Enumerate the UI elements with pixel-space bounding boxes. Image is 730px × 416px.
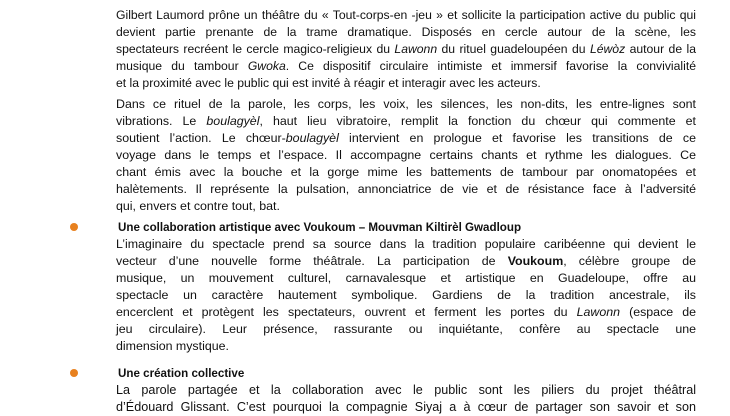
text-line: Dans ce rituel de la parole, les corps, les voix, les silences, les non-dits, les entre-lignes sont <box>116 97 696 111</box>
section-heading-collaboration <box>70 219 521 235</box>
section-heading-collective <box>70 365 244 381</box>
text-line: et la proximité avec le public qui est invité à réagir et interagir avec les acteurs. <box>116 76 541 90</box>
text-line: qui, envers et contre tout, bat. <box>116 199 280 213</box>
text-line: musique du tambour Gwoka. Ce dispositif circulaire intimiste et immersif favorise la convivialité <box>116 59 696 73</box>
section-title: Une collaboration artistique avec Voukoum – Mouvman Kiltirèl Gwadloup <box>118 220 522 234</box>
text-line: dimension mystique. <box>116 339 229 353</box>
paragraph-collective <box>116 382 696 416</box>
text-line: spectateurs recréent le cercle magico-religieux du Lawonn du rituel guadeloupéen du Léwòz autour de la <box>116 42 696 56</box>
section-title: Une création collective <box>118 366 245 380</box>
text-line: voyage dans le temps et l’espace. Il accompagne certains chants et rythme les dialogues. Ce <box>116 148 696 162</box>
text-line: Gilbert Laumord prône un théâtre du « Tout-corps-en -jeu » et sollicite la participation active du public qui <box>116 8 696 22</box>
orange-bullet-icon <box>70 369 78 377</box>
text-line: devient partie prenante de la trame dramatique. Disposés en cercle autour de la scène, les <box>116 25 696 39</box>
text-line: musique, un mouvement culturel, carnavalesque et artistique en Guadeloupe, offre au <box>116 271 696 285</box>
text-line: vecteur d’une nouvelle forme théâtrale. La participation de Voukoum, célèbre groupe de <box>116 254 696 268</box>
orange-bullet-icon <box>70 223 78 231</box>
text-line: encerclent et protègent les spectateurs, ouvrent et ferment les portes du Lawonn (espace de <box>116 305 697 319</box>
text-line: jeu circulaire). Leur présence, rassurante ou inquiétante, confère au spectacle une <box>116 322 696 336</box>
text-line: halètements. Il représente la pulsation, annonciatrice de vie et de résistance face à l’adversité <box>116 182 696 196</box>
text-line: soutient l’action. Le chœur-boulagyèl intervient en prologue et favorise les transitions de ce <box>116 131 696 145</box>
text-line: spectacle un caractère hautement symbolique. Gardiens de la tradition ancestrale, ils <box>116 288 696 302</box>
paragraph-ritual <box>116 96 696 215</box>
text-line: d’Édouard Glissant. C’est pourquoi la compagnie Siyaj a à cœur de partager son savoir et son <box>116 400 696 414</box>
paragraph-theatre-intro <box>116 7 696 92</box>
text-line: L’imaginaire du spectacle prend sa source dans la tradition populaire caribéenne qui devient le <box>116 237 696 251</box>
text-line: La parole partagée et la collaboration avec le public sont les piliers du projet théâtral <box>116 383 696 397</box>
paragraph-voukoum <box>116 236 696 355</box>
text-line: chant émis avec la bouche et la gorge mime les battements de tambour par onomatopées et <box>116 165 696 179</box>
text-line: vibrations. Le boulagyèl, haut lieu vibratoire, remplit la fonction du chœur qui commente et <box>116 114 697 128</box>
